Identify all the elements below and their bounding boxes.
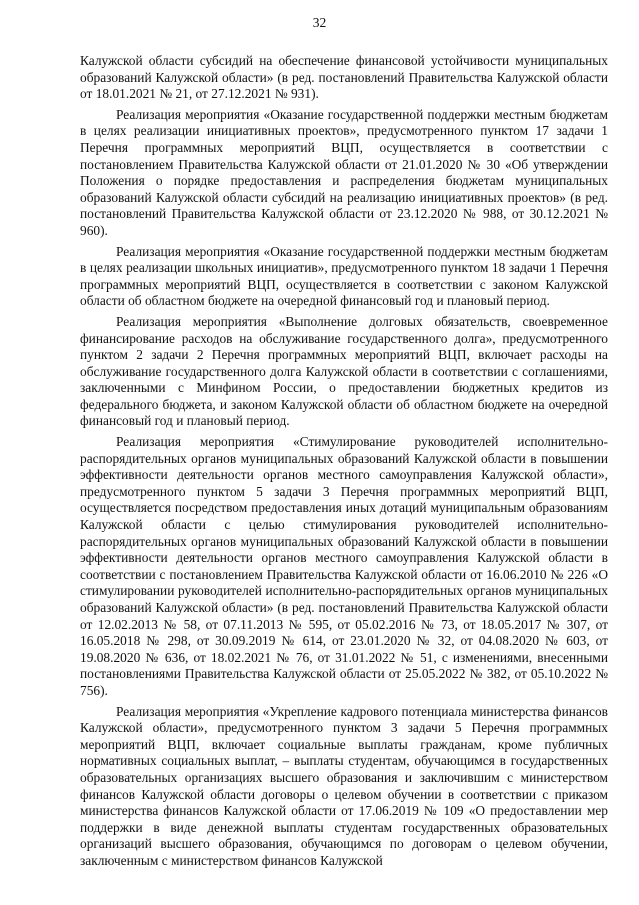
paragraph-initiative-projects: Реализация мероприятия «Оказание государственной поддержки местным бюджетам в целях реализации инициативных проектов», предусмотренного пунктом 17 задачи 1 Перечня программных мероприятий ВЦП, осуществляется в соответствии с постановлением Правительства Калужской области от 21.01.2020 № 30 «Об утверждении Положения о порядке предоставления и распределения бюджетам муниципальных образований Калужской области субсидий на реализацию инициативных проектов» (в ред. постановлений Правительства Калужской области от 23.12.2020 № 988, от 30.12.2021 № 960). — [80, 106, 608, 238]
page-number: 32 — [312, 15, 327, 30]
paragraph-continuation: Калужской области субсидий на обеспечение финансовой устойчивости муниципальных образований Калужской области» (в ред. постановлений Правительства Калужской области от 18.01.2021 № 21, от 27.12.2021 № 931). — [80, 53, 608, 102]
paragraph-debt-obligations: Реализация мероприятия «Выполнение долговых обязательств, своевременное финансирование расходов на обслуживание государственного долга», предусмотренного пунктом 2 задачи 2 Перечня программных мероприятий ВЦП, включает расходы на обслуживание государственного долга Калужской области в соответствии с соглашениями, заключенными с Минфином России, о предоставлении бюджетных кредитов из федерального бюджета, и законом Калужской области об областном бюджете на очередной финансовый год и плановый период. — [80, 313, 608, 429]
paragraph-stimulating-leaders: Реализация мероприятия «Стимулирование руководителей исполнительно-распорядительных органов муниципальных образований Калужской области в повышении эффективности деятельности органов местного самоуправления Калужской области», предусмотренного пунктом 5 задачи 3 Перечня программных мероприятий ВЦП, осуществляется посредством предоставления иных дотаций муниципальным образованиям Калужской области с целью стимулирования руководителей исполнительно-распорядительных органов муниципальных образований Калужской области в повышении эффективности деятельности органов местного самоуправления Калужской области в соответствии с постановлением Правительства Калужской области от 16.06.2010 № 226 «О стимулировании руководителей исполнительно-распорядительных органов муниципальных образований Калужской области» (в ред. постановлений Правительства Калужской области от 12.02.2013 № 58, от 07.11.2013 № 595, от 05.02.2016 № 73, от 18.05.2017 № 307, от 16.05.2018 № 298, от 30.09.2019 № 614, от 23.01.2020 № 32, от 04.08.2020 № 603, от 19.08.2020 № 636, от 18.02.2021 № 76, от 31.01.2022 № 51, с изменениями, внесенными постановлениями Правительства Калужской области от 25.05.2022 № 382, от 05.10.2022 № 756). — [80, 434, 608, 698]
paragraph-personnel-potential: Реализация мероприятия «Укрепление кадрового потенциала министерства финансов Калужской области», предусмотренного пунктом 3 задачи 5 Перечня программных мероприятий ВЦП, включает социальные выплаты гражданам, кроме публичных нормативных социальных выплат, – выплаты студентам, обучающимся в государственных образовательных организациях высшего образования и заключившим с министерством финансов Калужской области договоры о целевом обучении в соответствии с приказом министерства финансов Калужской области от 17.06.2019 № 109 «О предоставлении мер поддержки в виде денежной выплаты студентам государственных образовательных организаций высшего образования, обучающимся по договорам о целевом обучении, заключенным с министерством финансов Калужской — [80, 703, 608, 868]
document-body — [80, 53, 608, 874]
paragraph-school-initiatives: Реализация мероприятия «Оказание государственной поддержки местным бюджетам в целях реализации школьных инициатив», предусмотренного пунктом 18 задачи 1 Перечня программных мероприятий ВЦП, осуществляется в соответствии с законом Калужской области об областном бюджете на очередной финансовый год и плановый период. — [80, 243, 608, 309]
